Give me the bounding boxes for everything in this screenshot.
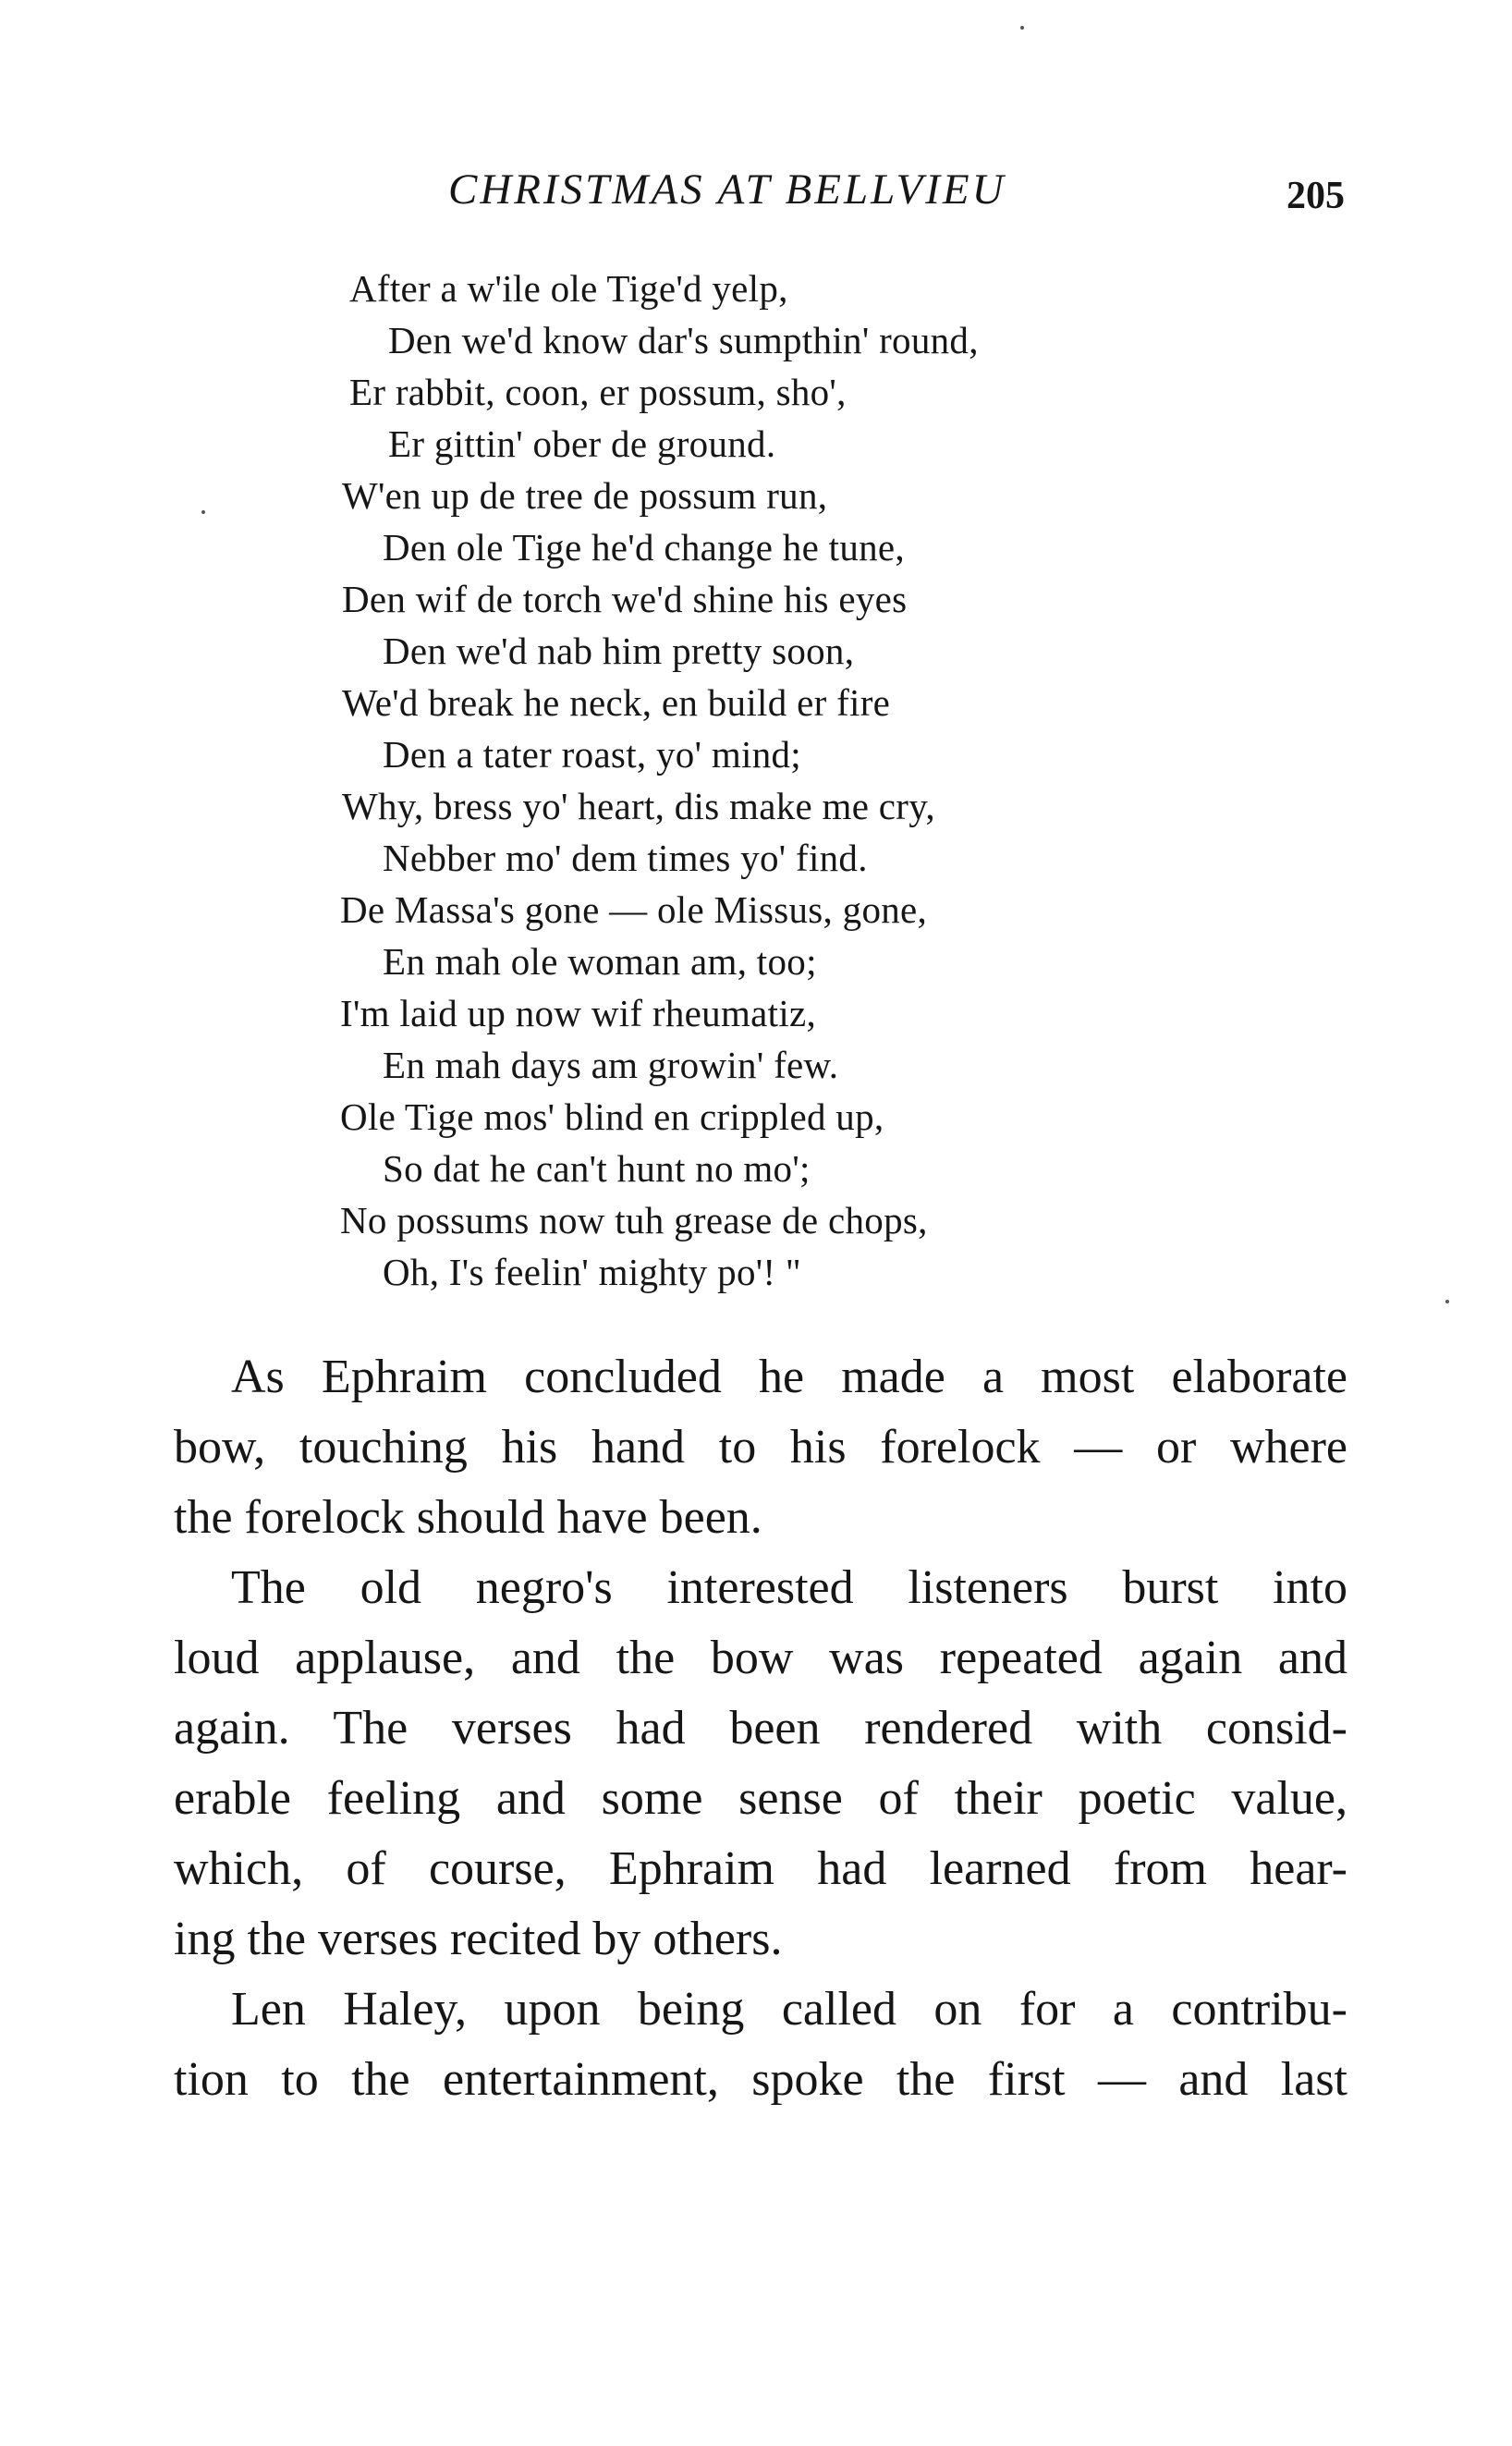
scan-speck <box>201 510 205 514</box>
prose-line: As Ephraim concluded he made a most elaborate <box>231 1351 1347 1403</box>
prose-line: tion to the entertainment, spoke the first — and last <box>174 2053 1347 2106</box>
poem-line: Den wif de torch we'd shine his eyes <box>342 578 908 620</box>
poem-line: Den ole Tige he'd change he tune, <box>383 526 905 569</box>
prose-line: Len Haley, upon being called on for a contribu- <box>231 1983 1347 2036</box>
poem-line: So dat he can't hunt no mo'; <box>383 1147 811 1190</box>
running-head-title: CHRISTMAS AT BELLVIEU <box>448 165 1006 214</box>
poem-line: Er rabbit, coon, er possum, sho', <box>349 371 847 413</box>
poem-line: Ole Tige mos' blind en crippled up, <box>340 1095 884 1138</box>
prose-line: bow, touching his hand to his forelock — or where <box>174 1421 1347 1474</box>
prose-line: which, of course, Ephraim had learned from hear- <box>174 1842 1347 1895</box>
poem-line: We'd break he neck, en build er fire <box>342 681 891 724</box>
page-number: 205 <box>1286 175 1345 217</box>
poem-line: W'en up de tree de possum run, <box>342 474 828 517</box>
poem-line: Why, bress yo' heart, dis make me cry, <box>342 785 935 827</box>
poem-line: Nebber mo' dem times yo' find. <box>383 837 868 879</box>
poem-line: I'm laid up now wif rheumatiz, <box>340 992 817 1034</box>
poem-line: No possums now tuh grease de chops, <box>340 1199 928 1241</box>
poem-line: En mah ole woman am, too; <box>383 940 817 983</box>
poem-line: En mah days am growin' few. <box>383 1044 839 1086</box>
prose-line: loud applause, and the bow was repeated again and <box>174 1632 1347 1684</box>
prose-line: the forelock should have been. <box>174 1491 762 1544</box>
poem-line: Den we'd nab him pretty soon, <box>383 630 855 672</box>
poem-line: De Massa's gone — ole Missus, gone, <box>340 888 928 931</box>
poem-line: After a w'ile ole Tige'd yelp, <box>349 267 788 310</box>
prose-line: again. The verses had been rendered with consid- <box>174 1702 1347 1755</box>
poem-line: Den we'd know dar's sumpthin' round, <box>388 319 979 361</box>
scan-speck <box>1445 1300 1449 1303</box>
poem-line: Er gittin' ober de ground. <box>388 422 776 465</box>
poem-line: Oh, I's feelin' mighty po'! " <box>383 1251 801 1293</box>
poem-line: Den a tater roast, yo' mind; <box>383 733 801 776</box>
prose-line: The old negro's interested listeners burst into <box>231 1561 1347 1614</box>
scan-speck <box>1020 26 1024 30</box>
prose-line: erable feeling and some sense of their poetic value, <box>174 1772 1347 1825</box>
prose-line: ing the verses recited by others. <box>174 1913 783 1965</box>
